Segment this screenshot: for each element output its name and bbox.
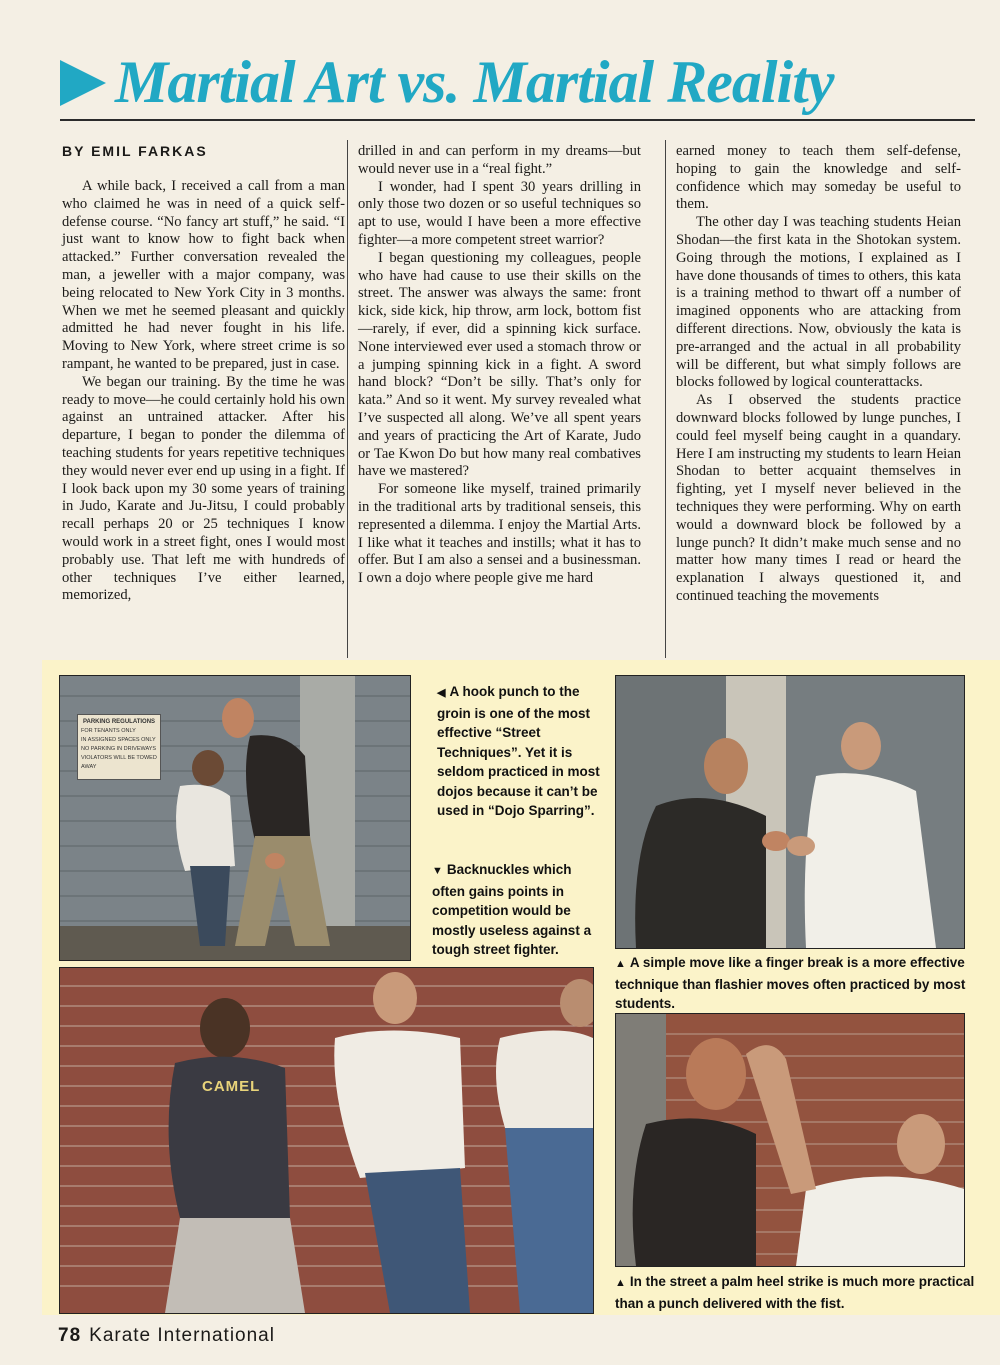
down-pointer-icon: ▼ <box>432 865 443 877</box>
paragraph: We began our training. By the time he was ready to move—he could certainly hold his own against an untrained attacker. After his departure, I began to ponder the dilemma of teaching students for years repetitive techniques they would never ever end up using in a fight. If I look back upon my 30 some years of training in Judo, Karate and Ju-Jitsu, I could probably recall perhaps 20 or 25 techniques I know would work in a street fight, ones I would most probably use. That left me with hundreds of other techniques I’ve either learned, memorized, <box>62 373 345 604</box>
photo-backnuckles <box>59 967 594 1314</box>
caption-backnuckles-text: Backnuckles which often gains points in competition would be mostly useless against a tough street fighter. <box>432 862 592 957</box>
parking-sign-line: IN ASSIGNED SPACES ONLY <box>81 737 156 743</box>
title-rule <box>60 119 975 121</box>
paragraph: As I observed the students practice downward blocks followed by lunge punches, I could feel myself being caught in a quandary. Here I am instructing my students to learn Heian Shodan to better acquaint themselves in fighting, yet I myself never believed in the techniques they were performing. Why on earth would a downward block be followed by a lunge punch? It didn’t make much sense and no matter how many times I read or heard the explanation I always questioned it, and continued teaching the movements <box>676 392 961 604</box>
caption-hook-punch <box>437 682 605 821</box>
photo-hook-punch <box>59 675 411 961</box>
up-pointer-icon: ▲ <box>615 958 626 970</box>
photo-palm-heel-illustration <box>616 1014 964 1266</box>
caption-palm-heel-text: In the street a palm heel strike is much more practical than a punch delivered with the fist. <box>615 1274 975 1311</box>
parking-sign <box>77 714 161 780</box>
paragraph: drilled in and can perform in my dreams—but would never use in a “real fight.” <box>358 143 641 177</box>
byline: BY EMIL FARKAS <box>62 143 208 159</box>
paragraph: I began questioning my colleagues, people who have had cause to use their skills on the street. The answer was always the same: front kick, side kick, hip throw, arm lock, bottom fist—rarely, if ever, did a spinning kick surface. None interviewed ever used a stomach throw or a jumping spinning kick in a fight. A sword hand block? “Don’t be silly. That’s only for kata.” And so it went. My survey revealed what I’ve suspected all along. We’ve all spent years and years of practicing the Art of Karate, Judo or Tae Kwon Do but how many real combatives have we mastered? <box>358 249 641 480</box>
photo-palm-heel <box>615 1013 965 1267</box>
parking-sign-line: NO PARKING IN DRIVEWAYS <box>81 746 157 752</box>
caption-finger-break <box>615 953 985 1014</box>
column-divider <box>347 140 348 658</box>
article-title: Martial Art vs. Martial Reality <box>115 49 834 115</box>
page-footer <box>58 1325 275 1347</box>
article-column-2 <box>358 143 641 588</box>
paragraph: The other day I was teaching students Heian Shodan—the first kata in the Shotokan system. Going through the motions, I explained as I have done thousands of times to others, this kata is a training method to thwart off a number of imagined opponents who are attacking from different directions. Now, obviously the kata is pre-arranged and the actual in all probability will be different, but what simply follows are blocks followed by logical counterattacks. <box>676 214 961 391</box>
parking-sign-line: FOR TENANTS ONLY <box>81 728 136 734</box>
caption-hook-punch-text: A hook punch to the groin is one of the most effective “Street Techniques”. Yet it is seldom practiced in most dojos because it can’t be used in “Dojo Sparring”. <box>437 684 600 818</box>
page-number: 78 <box>58 1325 82 1346</box>
column-divider <box>665 140 666 658</box>
shirt-logo-text: CAMEL <box>202 1078 261 1095</box>
left-pointer-icon: ◀ <box>437 687 446 699</box>
paragraph: A while back, I received a call from a man who claimed he was in need of a quick self-defense course. “No fancy art stuff,” he said. “I just want to know how to fight back when attacked.” Further conversation revealed the man, a jeweller with a major company, was being relocated to New York City in 3 months. When we met he seemed pleasant and quickly admitted he had never fought in his life. Moving to New York, where street crime is so rampant, he wanted to be prepared, just in case. <box>62 178 345 372</box>
title-arrow-icon <box>60 60 106 106</box>
parking-sign-heading: PARKING REGULATIONS <box>82 719 156 725</box>
caption-backnuckles <box>432 860 600 960</box>
up-pointer-icon: ▲ <box>615 1277 626 1289</box>
parking-sign-line: VIOLATORS WILL BE TOWED AWAY <box>81 755 157 770</box>
paragraph: For someone like myself, trained primarily in the traditional arts by traditional senseis, this represented a dilemma. I enjoy the Martial Arts. I like what it teaches and instills; what it has to offer. But I am also a sensei and a businessman. I own a dojo where people give me hard <box>358 481 641 587</box>
caption-finger-break-text: A simple move like a finger break is a more effective technique than flashier moves often practiced by most students. <box>615 955 966 1011</box>
photo-finger-break-illustration <box>616 676 964 948</box>
paragraph: I wonder, had I spent 30 years drilling in only those two dozen or so useful techniques so apt to use, would I have been a more effective fighter—a more competent street warrior? <box>358 178 641 248</box>
photo-finger-break <box>615 675 965 949</box>
paragraph: earned money to teach them self-defense, hoping to gain the knowledge and self-confidence which may someday be useful to them. <box>676 143 961 213</box>
caption-palm-heel <box>615 1272 995 1313</box>
photo-backnuckles-illustration <box>60 968 593 1313</box>
article-column-3 <box>676 143 961 606</box>
magazine-name: Karate International <box>89 1325 275 1346</box>
article-column-1 <box>62 178 345 605</box>
photo-panel <box>42 660 1000 1315</box>
title-row <box>60 50 975 120</box>
